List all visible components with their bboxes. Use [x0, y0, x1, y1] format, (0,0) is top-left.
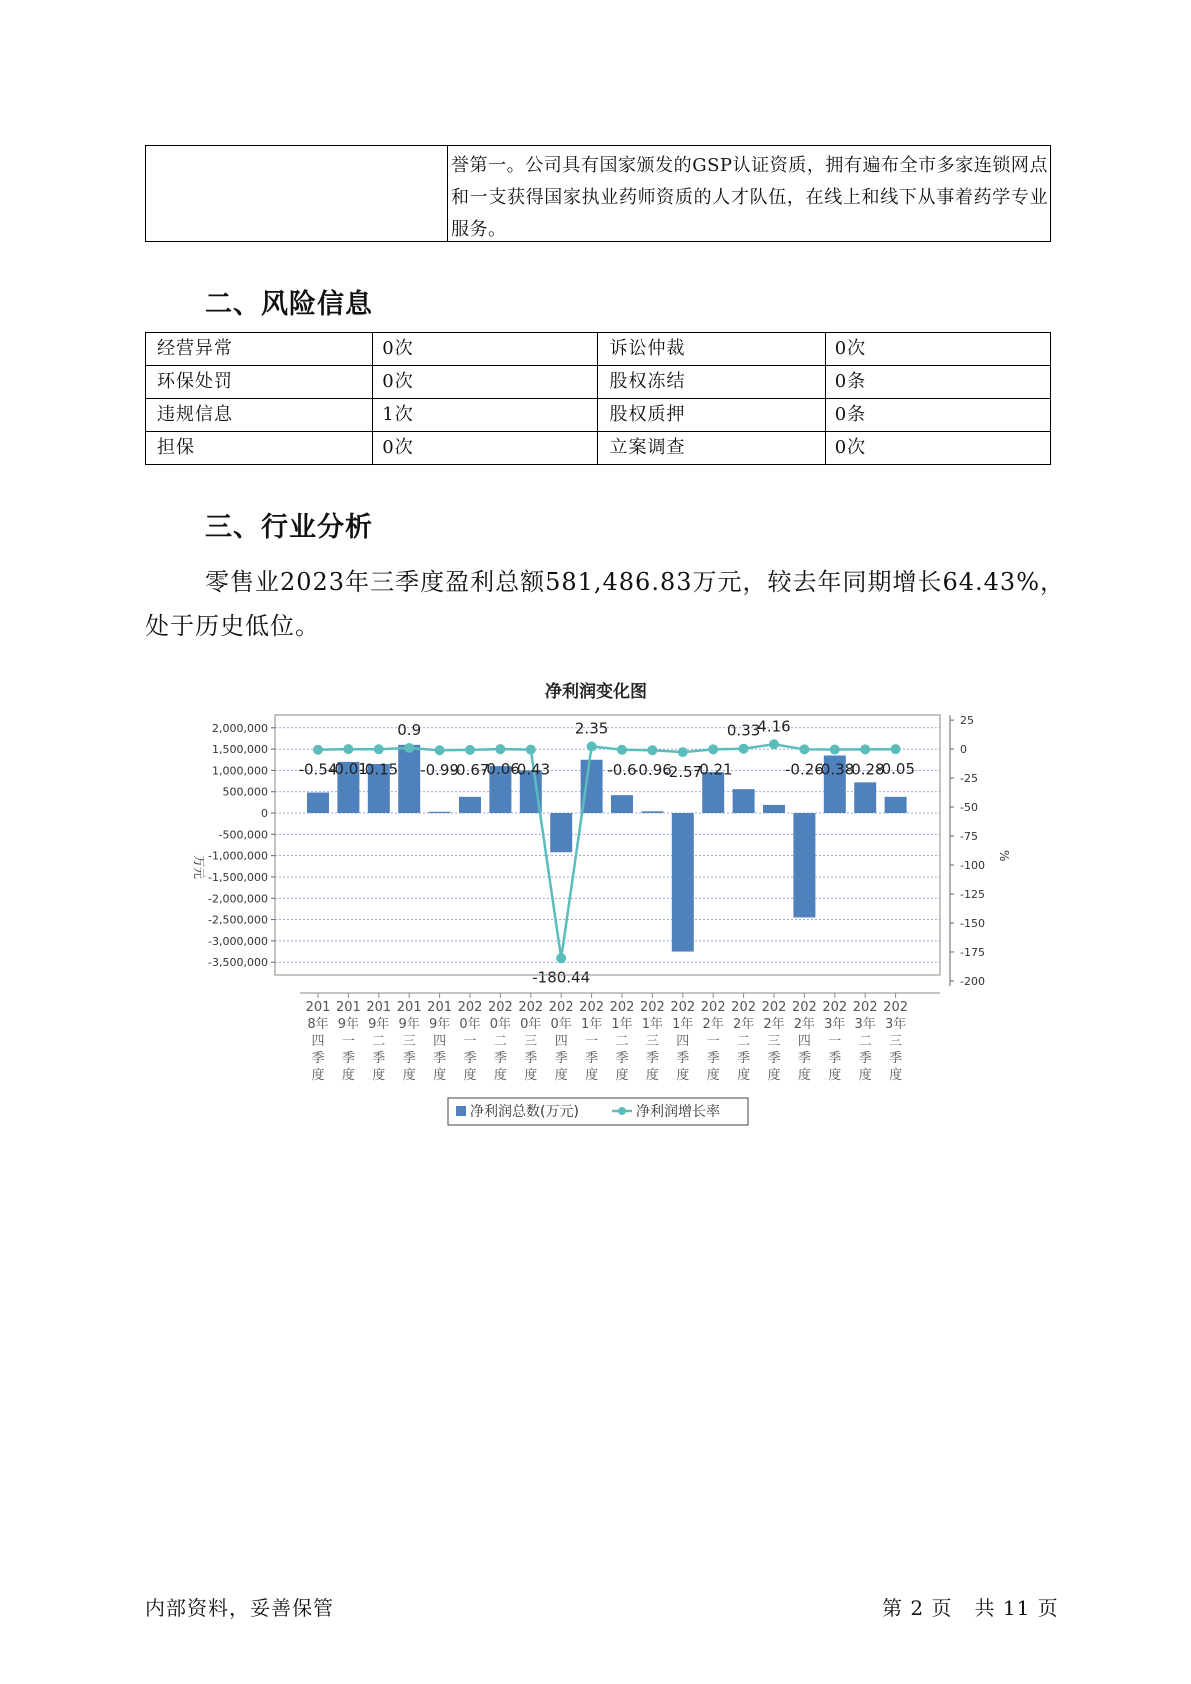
- x-tick-label: 季: [767, 1051, 781, 1066]
- x-tick-label: 9年: [368, 1017, 390, 1032]
- growth-rate-point: [708, 744, 718, 754]
- risk-row: [146, 333, 1051, 366]
- x-tick-label: 季: [341, 1051, 355, 1066]
- right-tick-label: -75: [960, 830, 978, 844]
- growth-rate-point: [343, 744, 353, 754]
- growth-rate-label: -180.44: [532, 968, 591, 987]
- x-tick-label: 二: [615, 1034, 629, 1049]
- x-tick-label: 202: [487, 1000, 513, 1015]
- risk-row: [146, 432, 1051, 465]
- x-tick-label: 度: [706, 1068, 720, 1083]
- risk-value: 0次: [373, 432, 598, 465]
- x-tick-label: 季: [615, 1051, 629, 1066]
- risk-label: 股权冻结: [598, 366, 825, 399]
- bar: [429, 812, 451, 813]
- growth-rate-point: [647, 745, 657, 755]
- left-tick-label: -3,500,000: [208, 956, 268, 970]
- x-tick-label: 季: [524, 1051, 538, 1066]
- right-axis-label: %: [997, 850, 1011, 862]
- risk-value: 0次: [373, 366, 598, 399]
- x-tick-label: 202: [609, 1000, 635, 1015]
- x-tick-label: 二: [858, 1034, 872, 1049]
- x-tick-label: 三: [645, 1034, 659, 1049]
- risk-label: 股权质押: [598, 399, 825, 432]
- right-tick-label: 25: [960, 714, 974, 728]
- bar: [793, 813, 815, 917]
- growth-rate-label: 0.9: [397, 721, 422, 740]
- risk-value: 0条: [825, 366, 1050, 399]
- x-tick-label: 2年: [763, 1017, 785, 1032]
- growth-rate-point: [556, 953, 566, 963]
- x-tick-label: 季: [585, 1051, 599, 1066]
- x-tick-label: 202: [548, 1000, 574, 1015]
- x-tick-label: 度: [402, 1068, 416, 1083]
- growth-rate-point: [769, 739, 779, 749]
- bar: [733, 789, 755, 813]
- left-tick-label: -2,000,000: [208, 892, 268, 906]
- x-tick-label: 201: [396, 1000, 422, 1015]
- x-tick-label: 度: [372, 1068, 386, 1083]
- risk-value: 0条: [825, 399, 1050, 432]
- growth-rate-label: -0.54: [298, 760, 338, 779]
- legend-bar-swatch: [456, 1106, 466, 1116]
- x-tick-label: 度: [463, 1068, 477, 1083]
- x-tick-label: 二: [737, 1034, 751, 1049]
- x-tick-label: 201: [427, 1000, 453, 1015]
- x-tick-label: 202: [670, 1000, 696, 1015]
- x-tick-label: 202: [822, 1000, 848, 1015]
- x-tick-label: 三: [402, 1034, 416, 1049]
- x-tick-label: 202: [518, 1000, 544, 1015]
- x-tick-label: 2年: [793, 1017, 816, 1032]
- growth-rate-label: -2.57: [663, 763, 703, 782]
- x-tick-label: 季: [797, 1051, 811, 1066]
- industry-paragraph: 零售业2023年三季度盈利总额581,486.83万元，较去年同期增长64.43%，处于历史低位。: [145, 568, 1066, 640]
- risk-label: 经营异常: [146, 333, 373, 366]
- risk-label: 违规信息: [146, 399, 373, 432]
- growth-rate-label: 2.35: [574, 719, 609, 738]
- growth-rate-point: [799, 744, 809, 754]
- x-tick-label: 201: [366, 1000, 392, 1015]
- continuation-table: [145, 145, 1051, 242]
- bar: [672, 813, 694, 952]
- bar: [885, 797, 907, 813]
- right-tick-label: -175: [960, 945, 985, 959]
- x-tick-label: 一: [706, 1034, 720, 1049]
- x-tick-label: 1年: [580, 1017, 603, 1032]
- x-tick-label: 9年: [398, 1017, 420, 1032]
- growth-rate-point: [374, 744, 384, 754]
- x-tick-label: 9年: [428, 1017, 451, 1032]
- x-tick-label: 四: [797, 1034, 811, 1049]
- growth-rate-label: -0.99: [420, 761, 460, 780]
- plot-frame: [275, 715, 940, 975]
- right-tick-label: -50: [960, 801, 978, 815]
- x-tick-label: 度: [737, 1068, 751, 1083]
- x-tick-label: 9年: [337, 1017, 360, 1032]
- risk-label: 立案调查: [598, 432, 825, 465]
- risk-row: [146, 399, 1051, 432]
- growth-rate-label: -0.26: [784, 760, 824, 779]
- net-profit-chart: [0, 670, 1191, 1140]
- x-tick-label: 201: [305, 1000, 331, 1015]
- risk-value: 0次: [825, 333, 1050, 366]
- x-tick-label: 季: [889, 1051, 903, 1066]
- right-tick-label: -100: [960, 859, 985, 873]
- x-tick-label: 季: [372, 1051, 386, 1066]
- empty-label-cell: [146, 146, 448, 241]
- growth-rate-point: [587, 741, 597, 751]
- risk-label: 诉讼仲裁: [598, 333, 825, 366]
- growth-rate-point: [617, 745, 627, 755]
- left-tick-label: -1,000,000: [208, 849, 268, 863]
- x-tick-label: 度: [585, 1068, 599, 1083]
- legend-bar-label: 净利润总数(万元): [470, 1104, 579, 1120]
- x-tick-label: 度: [524, 1068, 538, 1083]
- x-tick-label: 202: [731, 1000, 757, 1015]
- growth-rate-label: -0.96: [632, 761, 672, 780]
- x-tick-label: 202: [639, 1000, 665, 1015]
- x-tick-label: 季: [737, 1051, 751, 1066]
- x-tick-label: 3年: [824, 1017, 846, 1032]
- x-tick-label: 度: [554, 1068, 568, 1083]
- risk-label: 担保: [146, 432, 373, 465]
- footer-page-number: 第 2 页 共 11 页: [882, 1596, 1059, 1620]
- left-tick-label: -1,500,000: [208, 870, 268, 884]
- bar: [459, 797, 481, 813]
- legend-line-dot: [618, 1107, 626, 1115]
- x-tick-label: 202: [700, 1000, 726, 1015]
- growth-rate-label: -0.6: [607, 760, 637, 779]
- x-tick-label: 四: [676, 1034, 690, 1049]
- x-tick-label: 202: [883, 1000, 909, 1015]
- legend-line-label: 净利润增长率: [636, 1104, 720, 1120]
- risk-value: 0次: [825, 432, 1050, 465]
- x-tick-label: 0年: [459, 1017, 481, 1032]
- right-tick-label: -200: [960, 974, 985, 988]
- growth-rate-label: -0.15: [359, 760, 399, 779]
- x-tick-label: 四: [311, 1034, 325, 1049]
- risk-row: [146, 366, 1051, 399]
- left-tick-label: 2,000,000: [212, 721, 268, 735]
- risk-label: 环保处罚: [146, 366, 373, 399]
- x-tick-label: 0年: [489, 1017, 512, 1032]
- bar: [763, 805, 785, 813]
- x-tick-label: 三: [767, 1034, 781, 1049]
- footer-confidential: 内部资料，妥善保管: [145, 1596, 334, 1620]
- growth-rate-point: [465, 745, 475, 755]
- right-tick-label: 0: [960, 743, 967, 757]
- x-tick-label: 8年: [307, 1017, 329, 1032]
- left-axis-label: 万元: [192, 855, 206, 880]
- x-tick-label: 二: [372, 1034, 386, 1049]
- growth-rate-label: 4.16: [757, 717, 791, 736]
- growth-rate-label: -0.21: [693, 760, 733, 779]
- growth-rate-label: -0.05: [876, 760, 916, 779]
- growth-rate-label: -0.43: [511, 760, 551, 779]
- bar: [307, 793, 329, 813]
- x-tick-label: 202: [791, 1000, 817, 1015]
- x-tick-label: 季: [645, 1051, 659, 1066]
- x-tick-label: 季: [493, 1051, 507, 1066]
- growth-rate-point: [526, 745, 536, 755]
- growth-rate-point: [860, 744, 870, 754]
- growth-rate-label: -0.28: [845, 760, 885, 779]
- growth-rate-point: [313, 745, 323, 755]
- risk-info-table: [145, 332, 1051, 465]
- x-tick-label: 一: [828, 1034, 842, 1049]
- x-tick-label: 0年: [520, 1017, 542, 1032]
- x-tick-label: 2年: [732, 1017, 755, 1032]
- x-tick-label: 度: [889, 1068, 903, 1083]
- left-tick-label: 1,500,000: [212, 743, 268, 757]
- x-tick-label: 1年: [672, 1017, 694, 1032]
- growth-rate-label: -0.38: [815, 760, 855, 779]
- x-tick-label: 季: [402, 1051, 416, 1066]
- x-tick-label: 度: [828, 1068, 842, 1083]
- x-tick-label: 度: [767, 1068, 781, 1083]
- growth-rate-label: -0.06: [480, 760, 520, 779]
- growth-rate-point: [678, 747, 688, 757]
- x-tick-label: 度: [493, 1068, 507, 1083]
- growth-rate-label: -0.01: [328, 760, 368, 779]
- x-tick-label: 季: [433, 1051, 447, 1066]
- x-tick-label: 度: [858, 1068, 872, 1083]
- left-tick-label: -500,000: [218, 828, 268, 842]
- left-tick-label: -3,000,000: [208, 934, 268, 948]
- x-tick-label: 3年: [884, 1017, 907, 1032]
- x-tick-label: 季: [311, 1051, 325, 1066]
- left-tick-label: 1,000,000: [212, 764, 268, 778]
- x-tick-label: 二: [493, 1034, 507, 1049]
- risk-value: 0次: [373, 333, 598, 366]
- x-tick-label: 四: [554, 1034, 568, 1049]
- x-tick-label: 一: [463, 1034, 477, 1049]
- x-tick-label: 202: [761, 1000, 787, 1015]
- growth-rate-point: [830, 745, 840, 755]
- x-tick-label: 一: [585, 1034, 599, 1049]
- growth-rate-point: [495, 744, 505, 754]
- chart-title: 净利润变化图: [545, 682, 647, 702]
- growth-rate-label: 0.33: [726, 721, 761, 740]
- bar: [398, 745, 420, 813]
- risk-value: 1次: [373, 399, 598, 432]
- x-tick-label: 四: [433, 1034, 447, 1049]
- growth-rate-point: [891, 744, 901, 754]
- bar: [854, 782, 876, 813]
- x-tick-label: 度: [311, 1068, 325, 1083]
- x-tick-label: 0年: [550, 1017, 572, 1032]
- x-tick-label: 季: [706, 1051, 720, 1066]
- x-tick-label: 202: [457, 1000, 483, 1015]
- x-tick-label: 三: [524, 1034, 538, 1049]
- growth-rate-point: [404, 743, 414, 753]
- x-tick-label: 1年: [611, 1017, 633, 1032]
- right-tick-label: -150: [960, 917, 985, 930]
- x-tick-label: 季: [676, 1051, 690, 1066]
- section-heading-industry: 三、行业分析: [205, 512, 373, 543]
- x-tick-label: 3年: [854, 1017, 876, 1032]
- x-tick-label: 度: [433, 1068, 447, 1083]
- x-tick-label: 201: [335, 1000, 361, 1015]
- x-tick-label: 度: [645, 1068, 659, 1083]
- x-tick-label: 度: [341, 1068, 355, 1083]
- x-tick-label: 度: [797, 1068, 811, 1083]
- left-tick-label: 500,000: [222, 785, 268, 799]
- growth-rate-point: [435, 745, 445, 755]
- company-description: 誉第一。公司具有国家颁发的GSP认证资质，拥有遍布全市多家连锁网点和一支获得国家执业药师资质的人才队伍，在线上和线下从事着药学专业服务。: [451, 155, 1048, 240]
- x-tick-label: 202: [579, 1000, 605, 1015]
- left-tick-label: 0: [261, 807, 268, 821]
- x-tick-label: 2年: [702, 1017, 724, 1032]
- x-tick-label: 三: [889, 1034, 903, 1049]
- growth-rate-point: [739, 744, 749, 754]
- x-tick-label: 一: [341, 1034, 355, 1049]
- x-tick-label: 度: [676, 1068, 690, 1083]
- right-tick-label: -125: [960, 888, 985, 902]
- right-tick-label: -25: [960, 772, 978, 786]
- x-tick-label: 季: [554, 1051, 568, 1066]
- bar: [550, 813, 572, 852]
- x-tick-label: 202: [852, 1000, 878, 1015]
- bar: [611, 795, 633, 813]
- section-heading-risk: 二、风险信息: [205, 289, 373, 320]
- x-tick-label: 季: [463, 1051, 477, 1066]
- left-tick-label: -2,500,000: [208, 913, 268, 927]
- x-tick-label: 季: [858, 1051, 872, 1066]
- x-tick-label: 度: [615, 1068, 629, 1083]
- bar: [641, 811, 663, 813]
- x-tick-label: 季: [828, 1051, 842, 1066]
- x-tick-label: 1年: [641, 1017, 664, 1032]
- growth-rate-label: -0.67: [450, 760, 490, 779]
